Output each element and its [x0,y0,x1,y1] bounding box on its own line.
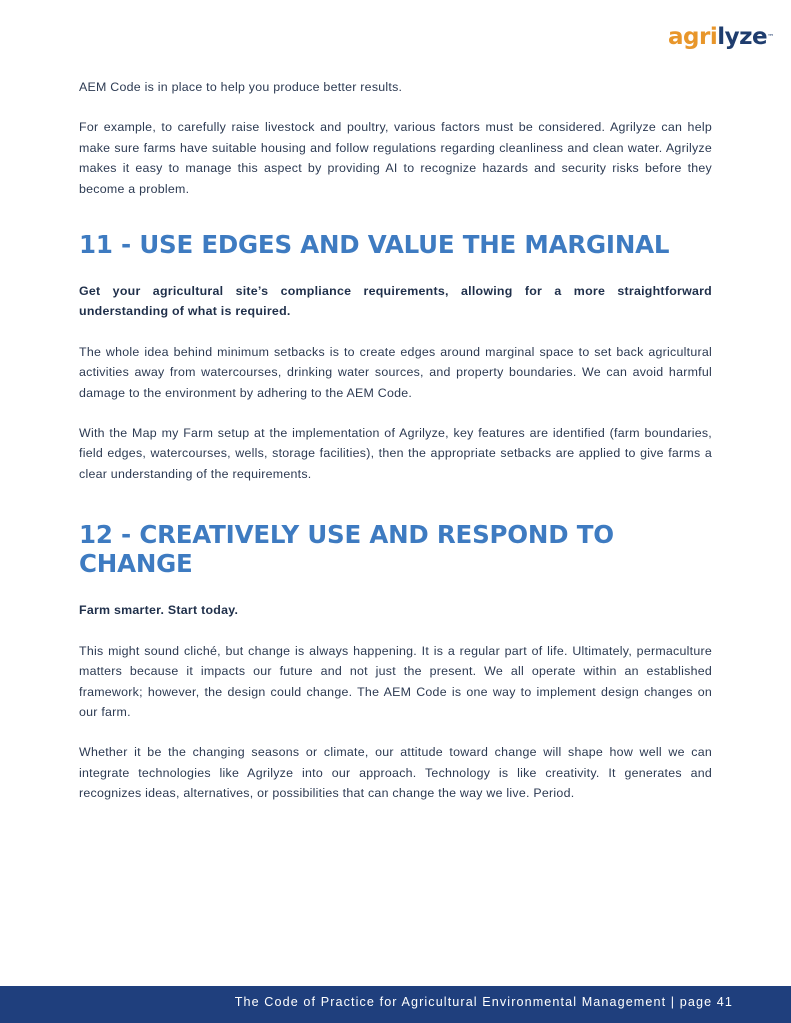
section-12-heading: 12 - CREATIVELY USE AND RESPOND TO CHANGE [79,520,614,579]
section-11-paragraph-2: With the Map my Farm setup at the implementation of Agrilyze, key features are identified (farm boundaries, field edges, watercourses, wells, storage facilities), then the appropriate setbacks are applied to give farms a clear understanding of the requirements. [79,426,712,481]
intro-paragraph: AEM Code is in place to help you produce better results. [79,80,403,94]
logo-text-part: ag [668,24,699,50]
agrilyze-logo [668,22,774,52]
page-content [79,77,712,804]
trademark-mark: ™ [767,33,774,41]
section-12-lead: Farm smarter. Start today. [79,603,239,618]
section-12-paragraph-2: Whether it be the changing seasons or climate, our attitude toward change will shape how well we can integrate technologies like Agrilyze into our approach. Technology is like creativity. It generates and recognizes ideas, alternatives, or possibilities that can change the way we live. Period. [79,745,712,801]
page-footer [0,986,791,1023]
logo-text-part: lyze [717,24,768,50]
example-paragraph: For example, to carefully raise livestock and poultry, various factors must be considered. Agrilyze can help make sure farms have suitable housing and follow regulations regarding cleanliness and clean water. Agrilyze makes it easy to manage this aspect by providing AI to recognize hazards and security risks before they become a problem. [79,120,712,196]
section-11-lead: Get your agricultural site’s compliance requirements, allowing for a more straightforward understanding of what is required. [79,284,712,319]
section-11-heading: 11 - USE EDGES AND VALUE THE MARGINAL [79,230,670,260]
logo-text-part: ri [698,24,718,50]
footer-text: The Code of Practice for Agricultural Environmental Management | page 41 [234,995,733,1009]
section-12-paragraph-1: This might sound cliché, but change is always happening. It is a regular part of life. Ultimately, permaculture matters because it impacts our future and not just the present. We all operate within an established framework; however, the design could change. The AEM Code is one way to implement design changes on our farm. [79,643,712,719]
section-11-paragraph-1: The whole idea behind minimum setbacks is to create edges around marginal space to set back agricultural activities away from watercourses, drinking water sources, and property boundaries. We can avoid harmful damage to the environment by adhering to the AEM Code. [79,344,712,400]
